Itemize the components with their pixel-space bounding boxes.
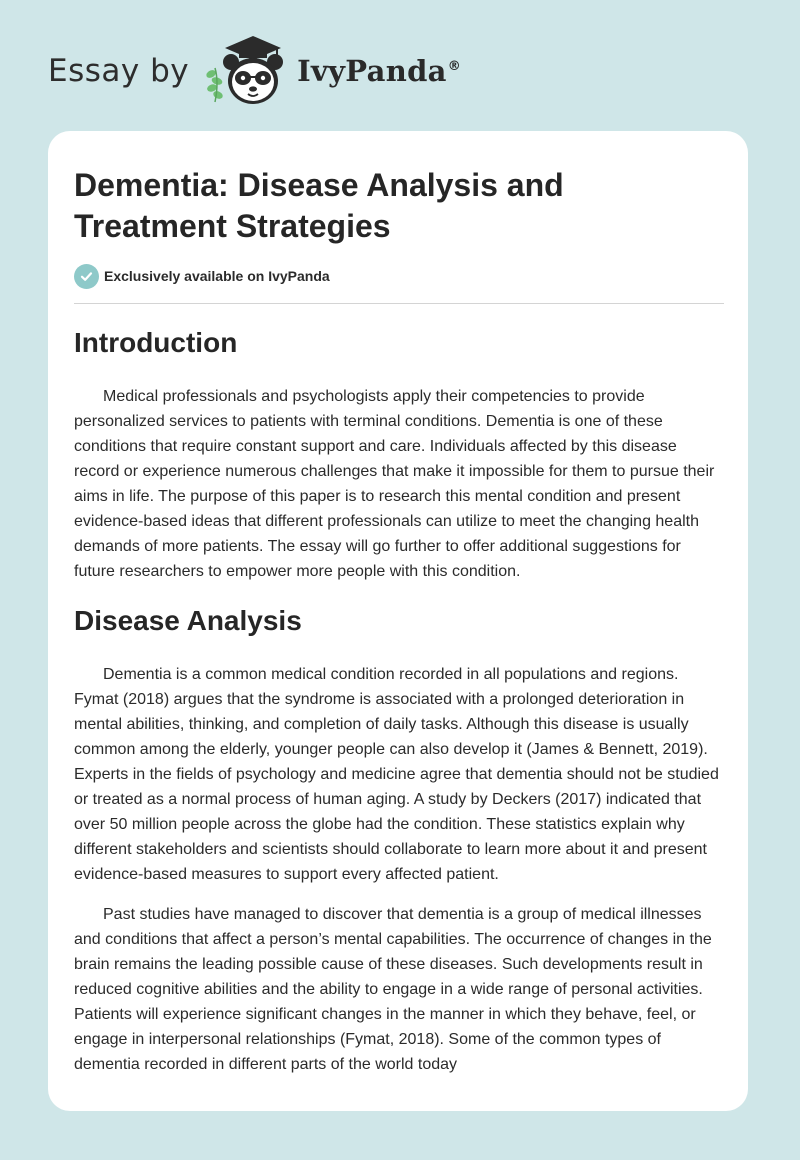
badge-text: Exclusively available on IvyPanda: [104, 268, 330, 284]
brand-name: IvyPanda®: [297, 54, 462, 88]
essay-title: Dementia: Disease Analysis and Treatment Strategies: [74, 167, 564, 244]
paragraph: Medical professionals and psychologists apply their competencies to provide personalized services to patients with terminal conditions. Dementia is one of these conditions that require constant support and care. Individuals affected by this disease record or experience numerous challenges that make it impossible for them to pursue their aims in life. The purpose of this paper is to research this mental condition and present evidence-based ideas that different professionals can utilize to meet the changing health demands of more patients. The essay will go further to offer additional suggestions for future researchers to empower more people with this condition.: [74, 388, 715, 580]
brand-prefix: Essay by: [48, 53, 190, 89]
essay-card: [48, 131, 748, 1111]
paragraph: Dementia is a common medical condition recorded in all populations and regions. Fymat (2018) argues that the syndrome is associated with a prolonged deterioration in mental abilities, thinking, and completion of daily tasks. Although this disease is usually common among the elderly, younger people can also develop it (James & Bennett, 2019). Experts in the fields of psychology and medicine agree that dementia should not be studied or treated as a normal process of human aging. A study by Deckers (2017) indicated that over 50 million people across the globe had the condition. These statistics explain why different stakeholders and scientists should collaborate to learn more about it and present evidence-based measures to support every affected patient.: [74, 666, 719, 883]
brand-header[interactable]: [48, 34, 461, 108]
check-circle-icon: [74, 264, 99, 289]
registered-mark: ®: [447, 59, 462, 75]
exclusive-badge: [74, 262, 330, 290]
section-heading-introduction: Introduction: [74, 327, 238, 358]
section-heading-disease-analysis: Disease Analysis: [74, 605, 302, 636]
panda-logo-icon: [203, 34, 295, 108]
paragraph: Past studies have managed to discover that dementia is a group of medical illnesses and conditions that affect a person’s mental capabilities. The occurrence of changes in the brain remains the leading possible cause of these diseases. Such developments result in reduced cognitive abilities and the ability to engage in a wide range of personal activities. Patients will experience significant changes in the manner in which they behave, feel, or engage in interpersonal relationships (Fymat, 2018). Some of the common types of dementia recorded in different parts of the world today: [74, 906, 712, 1073]
divider: [74, 303, 724, 304]
